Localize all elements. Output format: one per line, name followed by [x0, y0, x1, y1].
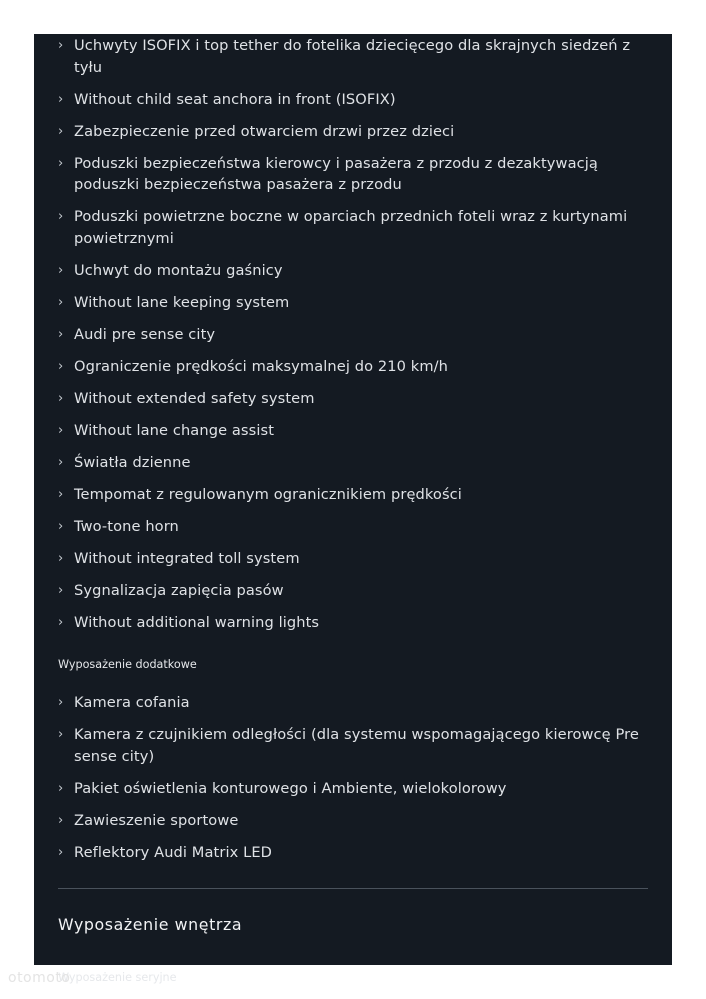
list-item: › Without lane keeping system	[58, 292, 648, 314]
list-item: › Without additional warning lights	[58, 612, 648, 634]
chevron-right-icon: ›	[58, 486, 64, 502]
interior-standard-heading: Wyposażenie seryjne	[58, 971, 177, 984]
list-item: › Reflektory Audi Matrix LED	[58, 842, 648, 864]
list-item: › Ograniczenie prędkości maksymalnej do 210 km/h	[58, 356, 648, 378]
chevron-right-icon: ›	[58, 518, 64, 534]
list-item: › Without child seat anchora in front (ISOFIX)	[58, 89, 648, 111]
section-divider	[58, 888, 648, 889]
list-item: › Poduszki powietrzne boczne w oparciach przednich foteli wraz z kurtynami powietrznymi	[58, 208, 628, 247]
list-item: › Tempomat z regulowanym ogranicznikiem prędkości	[58, 484, 648, 506]
chevron-right-icon: ›	[58, 454, 64, 470]
chevron-right-icon: ›	[58, 844, 64, 860]
chevron-right-icon: ›	[58, 294, 64, 310]
list-item: › Kamera z czujnikiem odległości (dla systemu wspomagającego kierowcę Pre sense city)	[58, 726, 639, 765]
list-item: › Sygnalizacja zapięcia pasów	[58, 580, 648, 602]
chevron-right-icon: ›	[58, 155, 64, 171]
list-item: › Audi pre sense city	[58, 324, 648, 346]
chevron-right-icon: ›	[58, 390, 64, 406]
chevron-right-icon: ›	[58, 695, 64, 710]
chevron-right-icon: ›	[58, 422, 64, 438]
additional-equipment-list	[58, 692, 648, 863]
chevron-right-icon: ›	[58, 326, 64, 342]
list-item: › Pakiet oświetlenia konturowego i Ambiente, wielokolorowy	[58, 778, 648, 800]
list-item: › Without extended safety system	[58, 388, 648, 410]
chevron-right-icon: ›	[58, 123, 64, 139]
list-item: › Kamera cofania	[58, 692, 648, 714]
chevron-right-icon: ›	[58, 262, 64, 278]
list-item: › Without integrated toll system	[58, 548, 648, 570]
list-item: › Without lane change assist	[58, 420, 648, 442]
chevron-right-icon: ›	[58, 358, 64, 374]
chevron-right-icon: ›	[58, 727, 64, 742]
list-item: › Poduszki bezpieczeństwa kierowcy i pasażera z przodu z dezaktywacją poduszki bezpieczeństwa pasażera z przodu	[58, 154, 598, 193]
chevron-right-icon: ›	[58, 38, 64, 53]
chevron-right-icon: ›	[58, 812, 64, 828]
chevron-right-icon: ›	[58, 780, 64, 796]
chevron-right-icon: ›	[58, 91, 64, 107]
list-item: › Zawieszenie sportowe	[58, 810, 648, 832]
chevron-right-icon: ›	[58, 614, 64, 630]
interior-section-title: Wyposażenie wnętrza	[58, 915, 243, 934]
safety-equipment-list	[58, 34, 648, 633]
list-item: › Zabezpieczenie przed otwarciem drzwi przez dzieci	[58, 121, 648, 143]
additional-equipment-heading: Wyposażenie dodatkowe	[58, 658, 197, 671]
list-item: › Two-tone horn	[58, 516, 648, 538]
watermark-logo: otomoto	[8, 970, 71, 986]
list-item: › Uchwyty ISOFIX i top tether do fotelika dziecięcego dla skrajnych siedzeń z tyłu	[58, 37, 631, 76]
chevron-right-icon: ›	[58, 209, 64, 224]
list-item: › Światła dzienne	[58, 452, 648, 474]
list-item: › Uchwyt do montażu gaśnicy	[58, 260, 648, 282]
chevron-right-icon: ›	[58, 550, 64, 566]
chevron-right-icon: ›	[58, 582, 64, 598]
